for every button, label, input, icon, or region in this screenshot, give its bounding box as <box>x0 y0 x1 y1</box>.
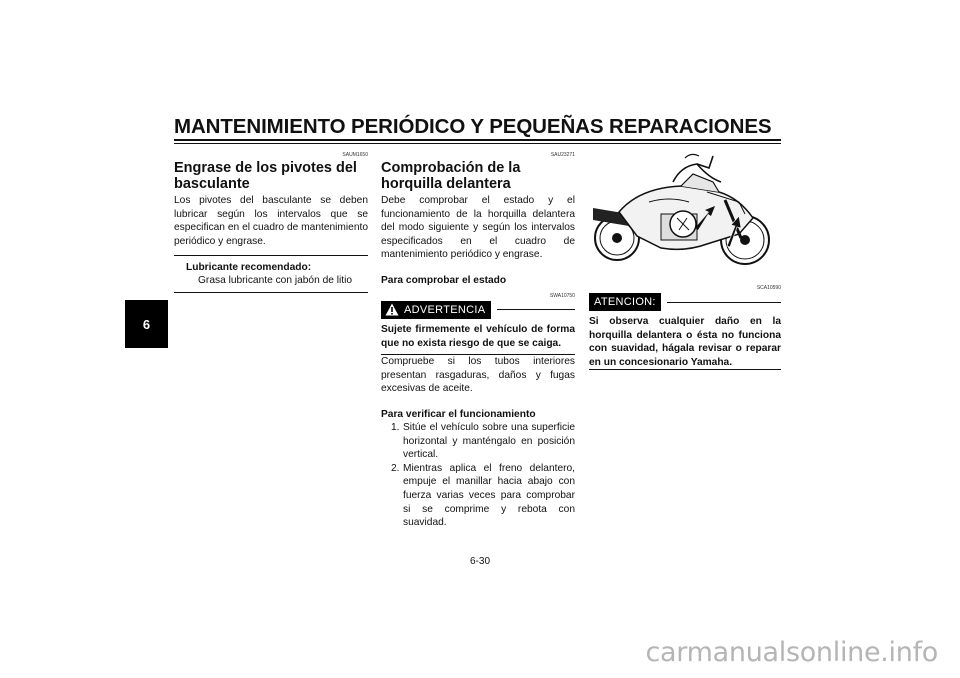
subheading-operation: Para verificar el funcionamiento <box>381 408 536 420</box>
section-body-front-fork: Debe comprobar el estado y el funcionamiento de la horquilla delantera del modo siguiente y según los intervalos especificados en el cuadro de mantenimiento periódico y engrase. <box>381 195 575 261</box>
attention-line <box>667 302 781 303</box>
section-body-inspection: Compruebe si los tubos interiores presentan rasgaduras, daños y fugas excesivas de aceite. <box>381 356 575 395</box>
attention-header <box>589 293 781 311</box>
lubricant-label: Lubricante recomendado: <box>186 262 312 274</box>
step-number: 2. <box>391 462 400 474</box>
section-heading-front-fork: Comprobación de la horquilla delantera <box>381 160 521 192</box>
lubricant-box <box>174 255 368 293</box>
figure-code: SCA10590 <box>756 285 781 291</box>
lubricant-value: Grasa lubricante con jabón de litio <box>198 275 353 287</box>
section-heading-swingarm: Engrase de los pivotes del basculante <box>174 160 357 192</box>
title-rule <box>174 139 781 141</box>
section-code: SAUM1650 <box>342 152 368 158</box>
column-front-fork <box>381 152 575 530</box>
warning-label: ADVERTENCIA <box>404 303 486 316</box>
steps-list <box>381 421 575 530</box>
motorcycle-fork-illustration <box>589 152 781 278</box>
step-text: Mientras aplica el freno delantero, empuje el manillar hacia abajo con fuerza varias veces para comprobar si se comprime y rebota con suavidad. <box>403 462 575 529</box>
page-title: MANTENIMIENTO PERIÓDICO Y PEQUEÑAS REPARACIONES <box>174 115 772 138</box>
column-swingarm <box>174 152 368 293</box>
watermark: carmanualsonline.info <box>645 637 938 668</box>
page-number: 6-30 <box>469 556 490 567</box>
warning-header <box>381 301 575 319</box>
attention-text: Si observa cualquier daño en la horquilla delantera o ésta no funciona con suavidad, hágala revisar o reparar en un concesionario Yamaha. <box>589 316 781 368</box>
section-body-swingarm: Los pivotes del basculante se deben lubricar según los intervalos que se especifican en el cuadro de mantenimiento periódico y engrase. <box>174 195 368 247</box>
chapter-tab: 6 <box>125 300 168 348</box>
warning-line <box>497 309 575 310</box>
title-rule-thin <box>174 143 781 144</box>
subheading-condition: Para comprobar el estado <box>381 274 507 286</box>
warning-triangle-icon <box>385 303 399 316</box>
list-item <box>381 462 575 530</box>
warning-text: Sujete firmemente el vehículo de forma que no exista riesgo de que se caiga. <box>381 323 575 349</box>
step-text: Sitúe el vehículo sobre una superficie horizontal y manténgalo en posición vertical. <box>403 421 575 461</box>
attention-end-rule <box>589 369 781 370</box>
attention-badge: ATENCION: <box>589 293 661 311</box>
warning-code: SWA10750 <box>549 292 575 299</box>
step-number: 1. <box>391 421 400 433</box>
warning-badge <box>381 301 491 319</box>
section-code: SAU23271 <box>550 152 575 158</box>
list-item <box>381 421 575 462</box>
